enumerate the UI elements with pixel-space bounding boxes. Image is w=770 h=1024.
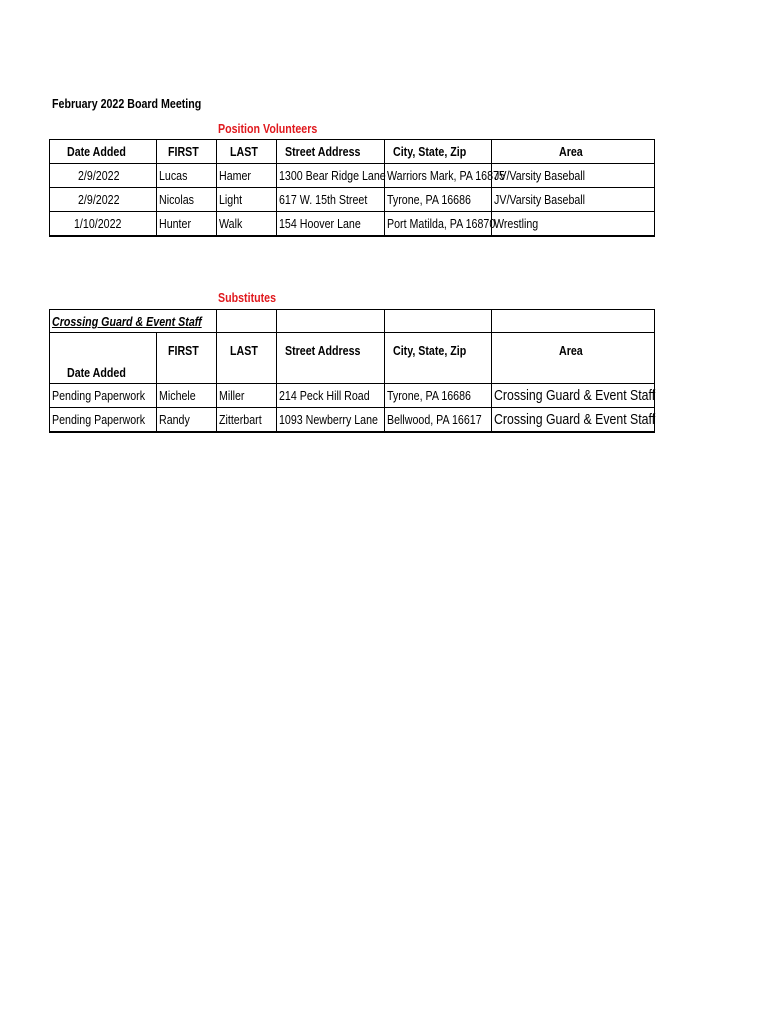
header-city-state-zip: City, State, Zip xyxy=(385,140,492,164)
table-row xyxy=(50,164,655,188)
cell-street: 154 Hoover Lane xyxy=(277,212,385,237)
cell-area: JV/Varsity Baseball xyxy=(492,164,655,188)
cell-city: Port Matilda, PA 16870 xyxy=(385,212,492,237)
cell-first: Michele xyxy=(157,384,217,408)
table-row xyxy=(50,212,655,237)
table-header-row xyxy=(50,333,655,384)
table-header-row xyxy=(50,140,655,164)
volunteers-table xyxy=(49,139,655,237)
empty-cell xyxy=(277,310,385,333)
table-row xyxy=(50,408,655,433)
cell-area: Wrestling xyxy=(492,212,655,237)
cell-last: Light xyxy=(217,188,277,212)
cell-first: Hunter xyxy=(157,212,217,237)
cell-area: JV/Varsity Baseball xyxy=(492,188,655,212)
cell-first: Nicolas xyxy=(157,188,217,212)
header-city-state-zip: City, State, Zip xyxy=(385,333,492,384)
cell-first: Lucas xyxy=(157,164,217,188)
empty-cell xyxy=(217,310,277,333)
header-street-address: Street Address xyxy=(277,140,385,164)
cell-city: Tyrone, PA 16686 xyxy=(385,188,492,212)
header-date-added: Date Added xyxy=(50,333,157,384)
cell-last: Zitterbart xyxy=(217,408,277,433)
cell-date: Pending Paperwork xyxy=(50,384,157,408)
cell-date: Pending Paperwork xyxy=(50,408,157,433)
cell-city: Bellwood, PA 16617 xyxy=(385,408,492,433)
cell-area: Crossing Guard & Event Staff xyxy=(492,384,655,408)
cell-city: Warriors Mark, PA 16875 xyxy=(385,164,492,188)
cell-date: 1/10/2022 xyxy=(50,212,157,237)
cell-street: 1300 Bear Ridge Lane xyxy=(277,164,385,188)
volunteers-label: Position Volunteers xyxy=(218,121,318,136)
empty-cell xyxy=(385,310,492,333)
substitutes-table xyxy=(49,309,655,433)
group-row xyxy=(50,310,655,333)
header-date-added: Date Added xyxy=(50,140,157,164)
cell-last: Walk xyxy=(217,212,277,237)
header-last: LAST xyxy=(217,333,277,384)
group-label: Crossing Guard & Event Staff xyxy=(50,310,217,333)
cell-last: Miller xyxy=(217,384,277,408)
cell-date: 2/9/2022 xyxy=(50,188,157,212)
table-row xyxy=(50,188,655,212)
cell-street: 1093 Newberry Lane xyxy=(277,408,385,433)
cell-last: Hamer xyxy=(217,164,277,188)
header-first: FIRST xyxy=(157,140,217,164)
cell-street: 617 W. 15th Street xyxy=(277,188,385,212)
cell-date: 2/9/2022 xyxy=(50,164,157,188)
cell-city: Tyrone, PA 16686 xyxy=(385,384,492,408)
substitutes-label: Substitutes xyxy=(218,290,277,305)
cell-street: 214 Peck Hill Road xyxy=(277,384,385,408)
empty-cell xyxy=(492,310,655,333)
header-area: Area xyxy=(492,333,655,384)
page-title: February 2022 Board Meeting xyxy=(52,96,202,111)
cell-area: Crossing Guard & Event Staff xyxy=(492,408,655,433)
cell-first: Randy xyxy=(157,408,217,433)
header-first: FIRST xyxy=(157,333,217,384)
header-area: Area xyxy=(492,140,655,164)
header-street-address: Street Address xyxy=(277,333,385,384)
header-last: LAST xyxy=(217,140,277,164)
table-row xyxy=(50,384,655,408)
